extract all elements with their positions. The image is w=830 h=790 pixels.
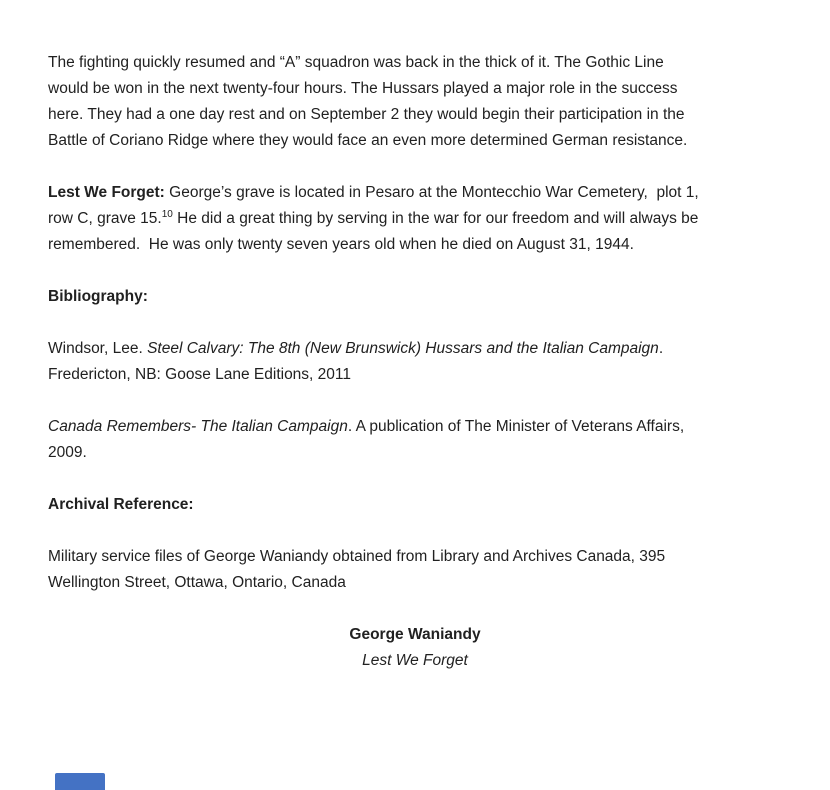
text-line: row C, grave 15.10 He did a great thing by serving in the war for our freedom and will always be — [48, 208, 699, 227]
text-line: Wellington Street, Ottawa, Ontario, Canada — [48, 574, 346, 591]
text-line: remembered. He was only twenty seven years old when he died on August 31, 1944. — [48, 236, 634, 253]
text-line: here. They had a one day rest and on September 2 they would begin their participation in the — [48, 106, 685, 123]
text-line: Windsor, Lee. Steel Calvary: The 8th (New Brunswick) Hussars and the Italian Campaign. — [48, 340, 664, 357]
text-line: Canada Remembers- The Italian Campaign. A publication of The Minister of Veterans Affairs, — [48, 418, 685, 435]
bibliography-entry-windsor — [48, 336, 782, 388]
text-line: Fredericton, NB: Goose Lane Editions, 2011 — [48, 366, 351, 383]
bibliography-heading — [48, 284, 782, 310]
text-line: 2009. — [48, 444, 87, 461]
text-line: The fighting quickly resumed and “A” squadron was back in the thick of it. The Gothic Line — [48, 54, 664, 71]
text-line: Lest We Forget — [362, 652, 468, 669]
text-line: Military service files of George Waniandy obtained from Library and Archives Canada, 395 — [48, 548, 666, 565]
archival-reference-paragraph — [48, 544, 782, 596]
text-line: Bibliography: — [48, 288, 148, 305]
document-body — [48, 50, 782, 674]
page-break-indicator — [55, 773, 105, 790]
text-line: George Waniandy — [349, 626, 481, 643]
text-line: Lest We Forget: George’s grave is located in Pesaro at the Montecchio War Cemetery, plot 1, — [48, 184, 699, 201]
closing-signature — [48, 622, 782, 674]
text-line: Battle of Coriano Ridge where they would face an even more determined German resistance. — [48, 132, 688, 149]
archival-reference-heading — [48, 492, 782, 518]
text-line: would be won in the next twenty-four hours. The Hussars played a major role in the success — [48, 80, 678, 97]
battle-paragraph — [48, 50, 782, 154]
lest-we-forget-paragraph — [48, 180, 782, 258]
bibliography-entry-canada-remembers — [48, 414, 782, 466]
text-line: Archival Reference: — [48, 496, 194, 513]
